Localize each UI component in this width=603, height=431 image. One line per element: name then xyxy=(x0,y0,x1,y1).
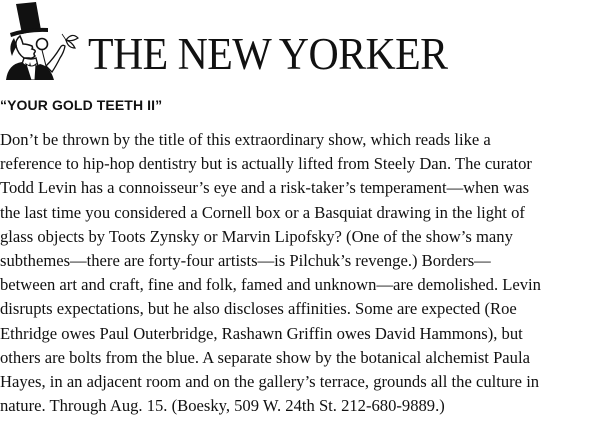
body-line: nature. Through Aug. 15. (Boesky, 509 W. 24th St. 212-680-9889.) xyxy=(0,396,445,416)
body-line: Don’t be thrown by the title of this extraordinary show, which reads like a xyxy=(0,130,491,149)
body-line: the last time you considered a Cornell box or a Basquiat drawing in the light of xyxy=(0,202,525,222)
body-line: between art and craft, fine and folk, famed and unknown—are demolished. Levin xyxy=(0,275,541,295)
body-line: subthemes—there are forty-four artists—is Pilchuk’s revenge.) Borders— xyxy=(0,251,491,271)
masthead-title: THE NEW YORKER xyxy=(88,29,448,79)
article-body xyxy=(0,128,585,418)
body-line: Todd Levin has a connoisseur’s eye and a risk-taker’s temperament—when was xyxy=(0,178,530,198)
article-headline: “YOUR GOLD TEETH II” xyxy=(0,97,163,113)
body-line: disrupts expectations, but he also discloses affinities. Some are expected (Roe xyxy=(0,299,517,319)
masthead xyxy=(0,0,603,82)
body-line: reference to hip-hop dentistry but is actually lifted from Steely Dan. The curator xyxy=(0,154,532,174)
body-line: Hayes, in an adjacent room and on the gallery’s terrace, grounds all the culture in xyxy=(0,372,540,392)
body-line: Ethridge owes Paul Outerbridge, Rashawn Griffin owes David Hammons), but xyxy=(0,323,523,343)
eustace-tilley-monocle-icon xyxy=(2,0,88,80)
body-line: others are bolts from the blue. A separate show by the botanical alchemist Paula xyxy=(0,347,530,367)
body-line: glass objects by Toots Zynsky or Marvin Lipofsky? (One of the show’s many xyxy=(0,226,513,246)
